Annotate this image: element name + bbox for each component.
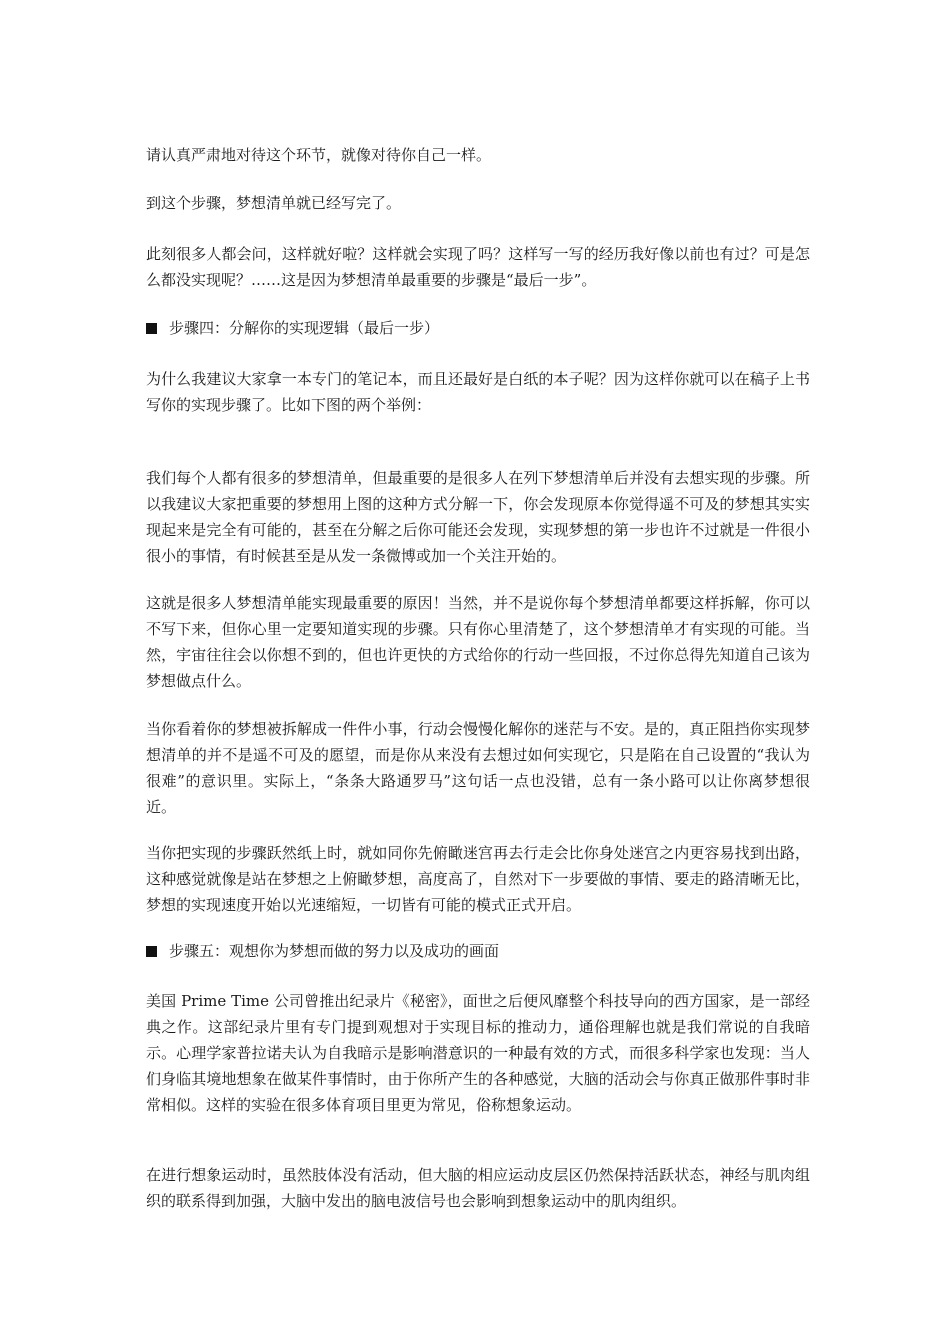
- heading-step-four-text: 步骤四：分解你的实现逻辑（最后一步）: [169, 319, 440, 337]
- paragraph-8: 当你把实现的步骤跃然纸上时，就如同你先俯瞰迷宫再去行走会比你身处迷宫之内更容易找到出路，这种感觉就像是站在梦想之上俯瞰梦想，高度高了，自然对下一步要做的事情、要走的路清晰无比，梦想的实现速度开始以光速缩短，一切皆有可能的模式正式开启。: [146, 844, 810, 914]
- paragraph-10: 在进行想象运动时，虽然肢体没有活动，但大脑的相应运动皮层区仍然保持活跃状态，神经与肌肉组织的联系得到加强，大脑中发出的脑电波信号也会影响到想象运动中的肌肉组织。: [146, 1166, 810, 1210]
- square-bullet-icon: [146, 946, 157, 957]
- heading-step-five-text: 步骤五：观想你为梦想而做的努力以及成功的画面: [169, 942, 500, 960]
- paragraph-6: 这就是很多人梦想清单能实现最重要的原因！当然，并不是说你每个梦想清单都要这样拆解，你可以不写下来，但你心里一定要知道实现的步骤。只有你心里清楚了，这个梦想清单才有实现的可能。当然，宇宙往往会以你想不到的，但也许更快的方式给你的行动一些回报，不过你总得先知道自己该为梦想做点什么。: [146, 594, 810, 690]
- paragraph-2: 到这个步骤，梦想清单就已经写完了。: [146, 194, 402, 212]
- square-bullet-icon: [146, 323, 157, 334]
- paragraph-4: 为什么我建议大家拿一本专门的笔记本，而且还最好是白纸的本子呢？因为这样你就可以在稿子上书写你的实现步骤了。比如下图的两个举例：: [146, 370, 810, 414]
- paragraph-1: 请认真严肃地对待这个环节，就像对待你自己一样。: [146, 146, 492, 164]
- paragraph-5: 我们每个人都有很多的梦想清单，但最重要的是很多人在列下梦想清单后并没有去想实现的步骤。所以我建议大家把重要的梦想用上图的这种方式分解一下，你会发现原本你觉得遥不可及的梦想其实实现起来是完全有可能的，甚至在分解之后你可能还会发现，实现梦想的第一步也许不过就是一件很小很小的事情，有时候甚至是从发一条微博或加一个关注开始的。: [146, 469, 810, 565]
- heading-step-five: [146, 938, 810, 964]
- paragraph-7: 当你看着你的梦想被拆解成一件件小事，行动会慢慢化解你的迷茫与不安。是的，真正阻挡你实现梦想清单的并不是遥不可及的愿望，而是你从来没有去想过如何实现它，只是陷在自己设置的“我认为很难”的意识里。实际上，“条条大路通罗马”这句话一点也没错，总有一条小路可以让你离梦想很近。: [146, 720, 810, 816]
- paragraph-9: 美国 Prime Time 公司曾推出纪录片《秘密》，面世之后便风靡整个科技导向的西方国家，是一部经典之作。这部纪录片里有专门提到观想对于实现目标的推动力，通俗理解也就是我们常说的自我暗示。心理学家普拉诺夫认为自我暗示是影响潜意识的一种最有效的方式，而很多科学家也发现：当人们身临其境地想象在做某件事情时，由于你所产生的各种感觉，大脑的活动会与你真正做那件事时非常相似。这样的实验在很多体育项目里更为常见，俗称想象运动。: [146, 992, 810, 1114]
- paragraph-3: 此刻很多人都会问，这样就好啦？这样就会实现了吗？这样写一写的经历我好像以前也有过？可是怎么都没实现呢？……这是因为梦想清单最重要的步骤是“最后一步”。: [146, 245, 810, 289]
- heading-step-four: [146, 315, 810, 341]
